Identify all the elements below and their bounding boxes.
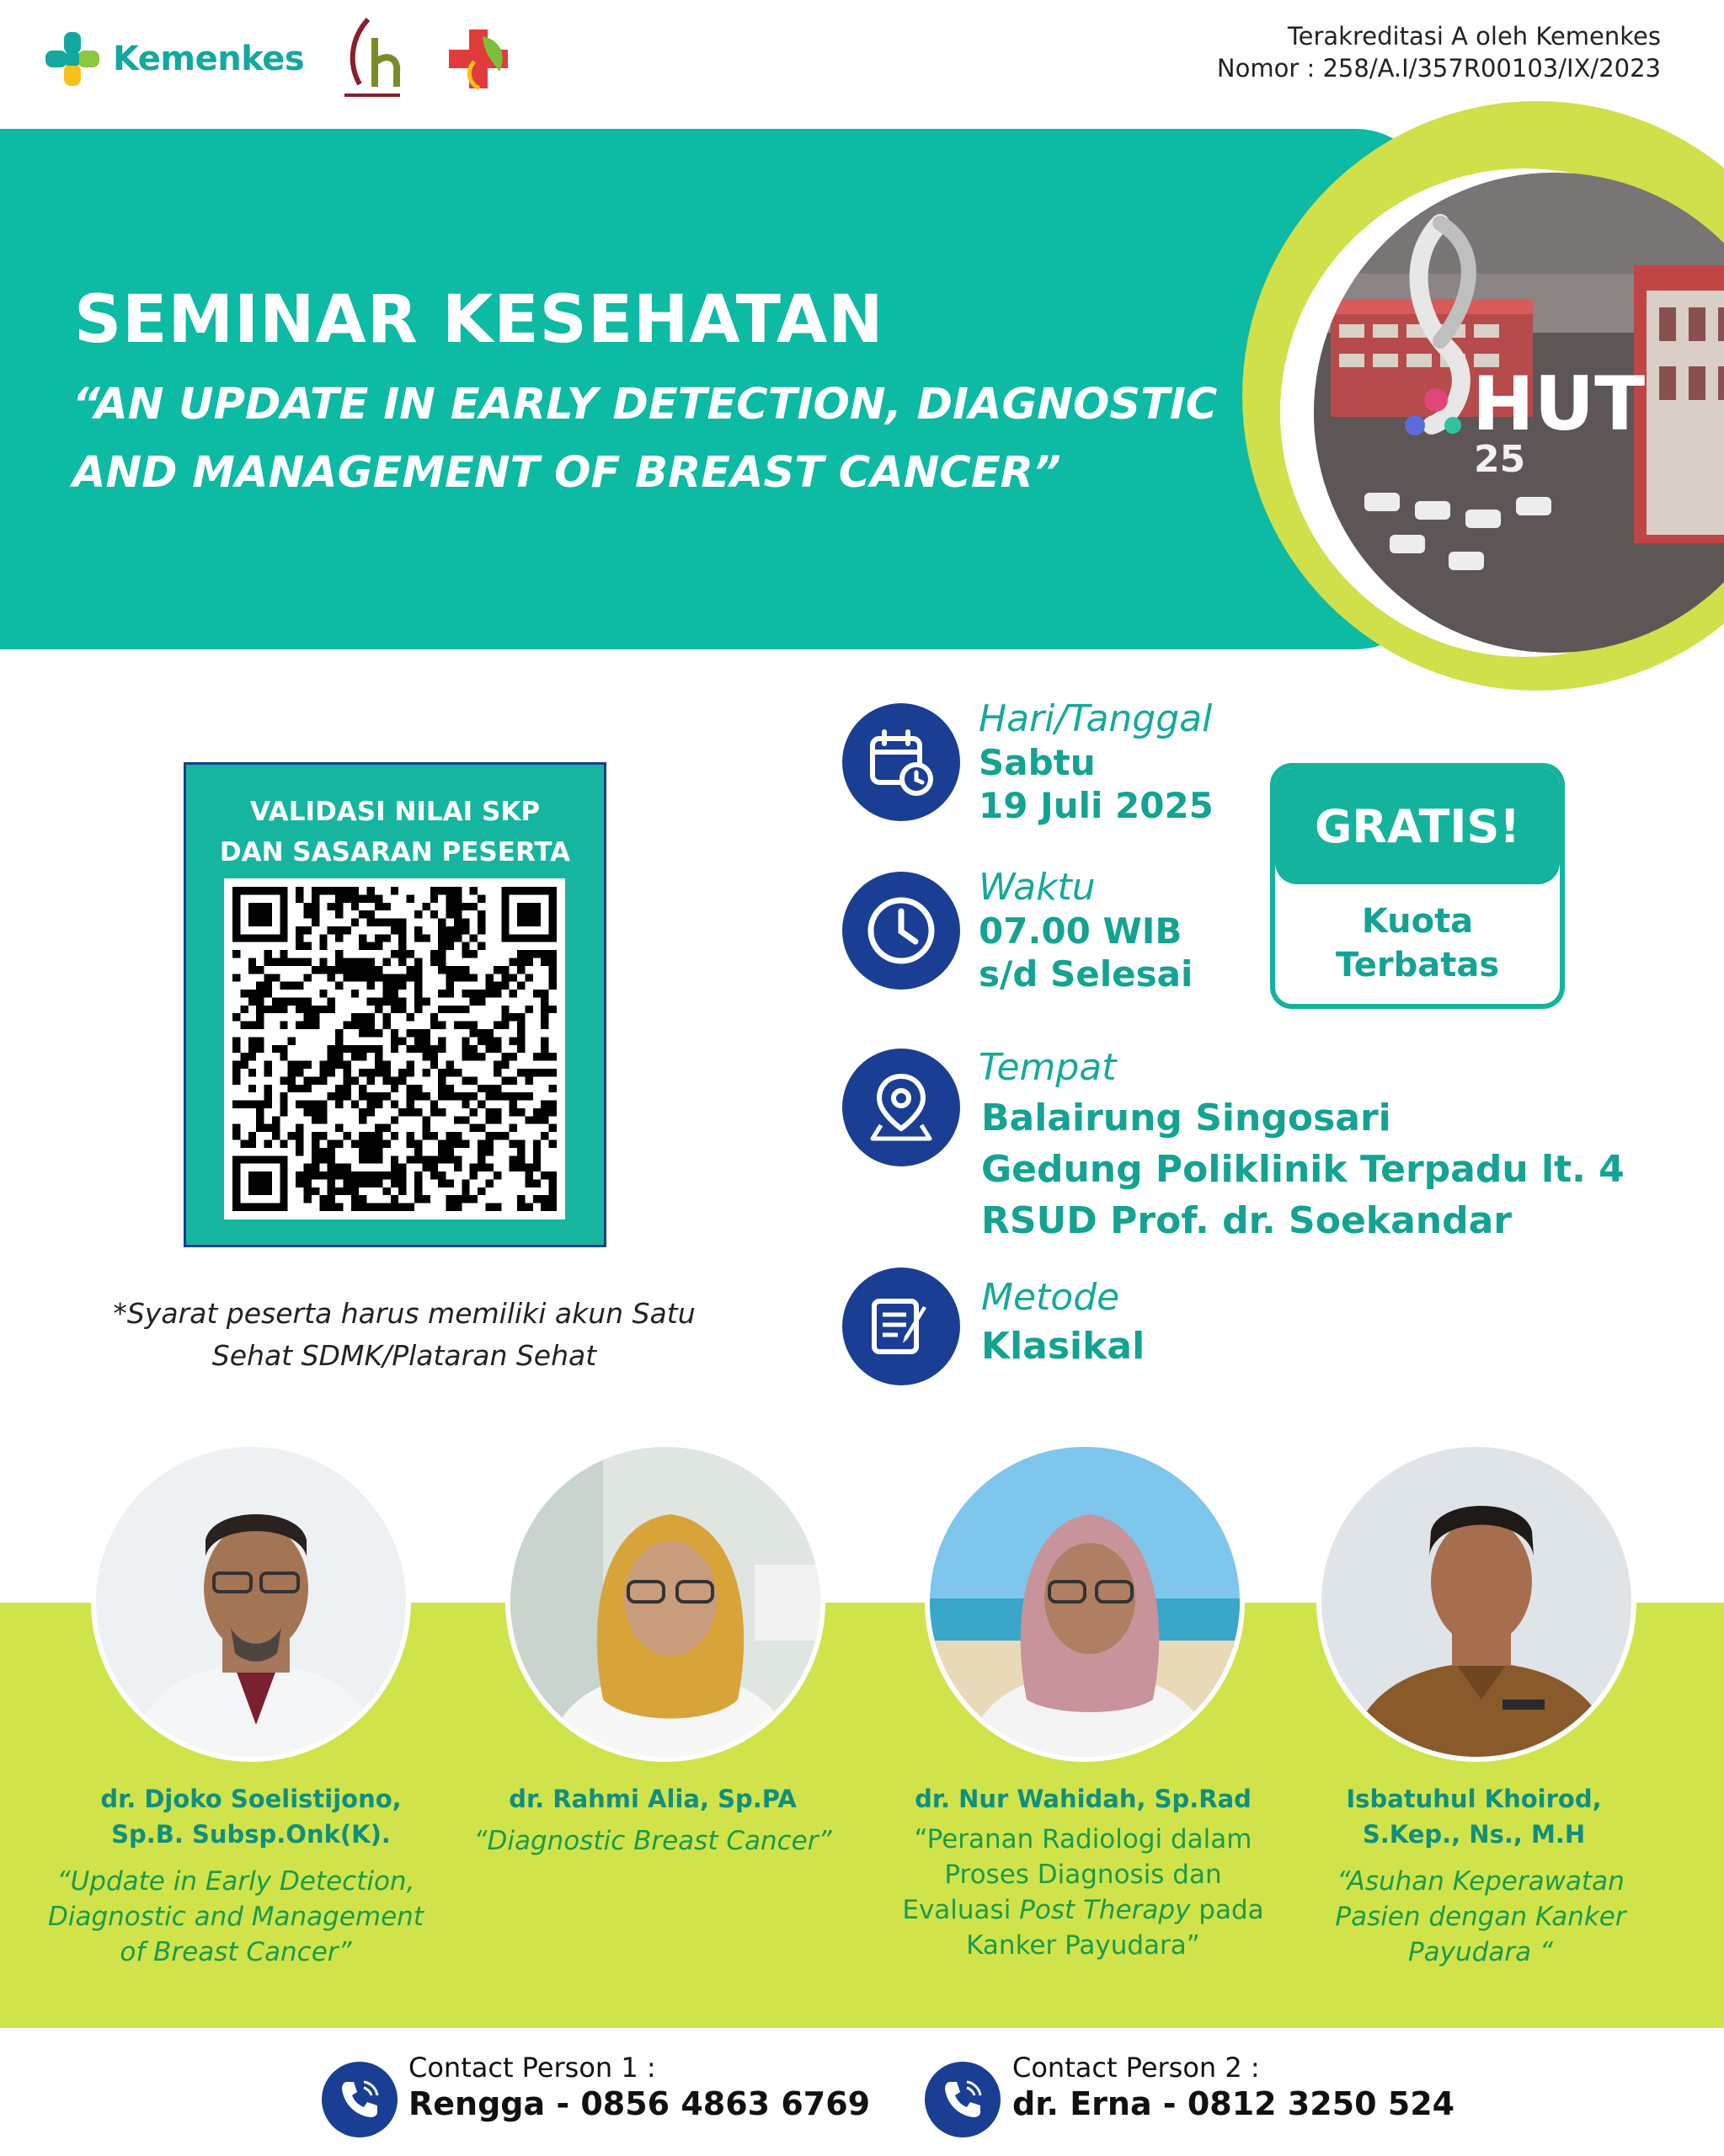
speaker-3-name-line-1: dr. Nur Wahidah, Sp.Rad — [915, 1785, 1252, 1813]
speaker-2-topic-line-1: “Diagnostic Breast Cancer” — [473, 1826, 832, 1856]
speaker-3-topic-line-3b: Post Therapy — [1019, 1895, 1191, 1925]
speaker-3-topic-line-4: Kanker Payudara” — [966, 1930, 1200, 1961]
speaker-3-topic-line-3 — [873, 1892, 1294, 1928]
speaker-3-name — [873, 1781, 1294, 1817]
speaker-1-portrait — [96, 1447, 411, 1762]
speaker-4-name-line-1: Isbatuhul Khoirod, — [1346, 1785, 1602, 1813]
qr-title-line-2: DAN SASARAN PESERTA — [219, 837, 571, 867]
speaker-4-topic-line-2: Pasien dengan Kanker — [1335, 1902, 1626, 1932]
document-edit-icon — [842, 1267, 960, 1385]
speaker-2-photo — [505, 1442, 825, 1762]
speaker-4-photo — [1316, 1442, 1636, 1762]
place-label: Tempat — [979, 1046, 1117, 1089]
qr-title-line-1: VALIDASI NILAI SKP — [249, 797, 541, 827]
speaker-4-topic-line-3: Payudara “ — [1407, 1937, 1553, 1967]
speaker-3-topic-line-3a: Evaluasi — [902, 1895, 1020, 1925]
speaker-1-topic-line-2: Diagnostic and Management — [48, 1902, 424, 1932]
qr-card — [184, 762, 606, 1247]
speaker-3-topic — [873, 1822, 1294, 1963]
phone-icon[interactable] — [925, 2062, 1001, 2137]
contact-1-value[interactable]: Rengga - 0856 4863 6769 — [408, 2085, 871, 2122]
speaker-4-portrait — [1321, 1447, 1636, 1762]
place-value — [981, 1092, 1625, 1246]
place-line-3: RSUD Prof. dr. Soekandar — [981, 1199, 1512, 1242]
date-day: Sabtu — [979, 742, 1096, 783]
subtitle-line-1: “AN UPDATE IN EARLY DETECTION, DIAGNOSTIC — [72, 380, 1218, 430]
seminar-subtitle — [72, 371, 1252, 507]
date-label: Hari/Tanggal — [979, 697, 1213, 740]
hospital-h-logo-icon — [334, 13, 410, 105]
quota-line-1: Kuota — [1361, 902, 1474, 941]
date-full: 19 Juli 2025 — [979, 785, 1214, 826]
qr-title — [186, 792, 604, 873]
logo-row — [42, 17, 516, 101]
speaker-2-name-line-1: dr. Rahmi Alia, Sp.PA — [509, 1785, 797, 1813]
speaker-2-topic — [442, 1823, 863, 1859]
note-line-1: *Syarat peserta harus memiliki akun Satu — [113, 1297, 696, 1330]
note-line-2: Sehat SDMK/Plataran Sehat — [211, 1339, 597, 1372]
qr-code[interactable] — [224, 878, 565, 1219]
speaker-4-topic-line-1: “Asuhan Keperawatan — [1337, 1866, 1625, 1897]
accreditation-line-1: Terakreditasi A oleh Kemenkes — [1287, 22, 1661, 51]
speaker-1-name-line-2: Sp.B. Subsp.Onk(K). — [111, 1820, 391, 1849]
hut-badge-number: 25 — [1474, 438, 1526, 481]
time-label: Waktu — [979, 866, 1096, 909]
quota-text — [1275, 884, 1560, 987]
speaker-1-name — [40, 1781, 462, 1852]
kemenkes-logo — [42, 29, 304, 89]
speaker-4-topic — [1270, 1864, 1691, 1970]
speaker-4-name — [1263, 1781, 1684, 1852]
participant-requirement-note — [84, 1293, 724, 1377]
method-value: Klasikal — [981, 1325, 1145, 1368]
speaker-1-topic-line-1: “Update in Early Detection, — [56, 1866, 415, 1897]
free-title: GRATIS! — [1275, 768, 1560, 884]
date-value — [979, 741, 1214, 827]
place-line-2: Gedung Poliklinik Terpadu lt. 4 — [981, 1148, 1625, 1191]
accreditation-number: Nomor : 258/A.I/357R00103/IX/2023 — [1216, 54, 1661, 83]
contact-1-label: Contact Person 1 : — [408, 2052, 656, 2084]
time-start: 07.00 WIB — [979, 910, 1182, 952]
location-pin-icon — [842, 1049, 960, 1166]
speaker-3-topic-line-1: “Peranan Radiologi dalam — [914, 1824, 1252, 1854]
speaker-4-name-line-2: S.Kep., Ns., M.H — [1362, 1820, 1586, 1849]
speaker-2-name — [442, 1781, 863, 1817]
contact-2-value[interactable]: dr. Erna - 0812 3250 524 — [1012, 2085, 1455, 2122]
speaker-1-topic-line-3: of Breast Cancer” — [120, 1937, 352, 1967]
clock-icon — [842, 872, 960, 990]
kemenkes-symbol-icon — [42, 29, 103, 89]
qr-code-icon — [232, 887, 557, 1211]
speaker-1-topic — [25, 1864, 446, 1970]
time-end: s/d Selesai — [979, 953, 1193, 995]
hut-badge-text: HUT — [1472, 360, 1646, 447]
contact-2-label: Contact Person 2 : — [1012, 2052, 1260, 2084]
page-title: SEMINAR KESEHATAN — [74, 282, 884, 358]
kemenkes-brand-text: Kemenkes — [113, 40, 305, 78]
phone-icon[interactable] — [322, 2062, 398, 2137]
health-cross-logo-icon — [440, 21, 516, 97]
subtitle-line-2: AND MANAGEMENT OF BREAST CANCER” — [72, 448, 1061, 498]
speaker-3-topic-line-2: Proses Diagnosis dan — [944, 1860, 1222, 1890]
calendar-icon — [842, 703, 960, 821]
speaker-1-photo — [91, 1442, 411, 1762]
speaker-2-portrait — [510, 1447, 825, 1762]
speaker-3-topic-line-3c: pada — [1190, 1895, 1264, 1925]
accreditation-info — [1217, 20, 1661, 84]
place-line-1: Balairung Singosari — [981, 1097, 1391, 1139]
speaker-3-photo — [925, 1442, 1245, 1762]
quota-line-2: Terbatas — [1335, 946, 1500, 985]
free-quota-card — [1270, 763, 1565, 1009]
method-label: Metode — [981, 1276, 1120, 1319]
time-value — [979, 910, 1193, 995]
speaker-1-name-line-1: dr. Djoko Soelistijono, — [100, 1785, 402, 1813]
speaker-3-portrait — [930, 1447, 1245, 1762]
